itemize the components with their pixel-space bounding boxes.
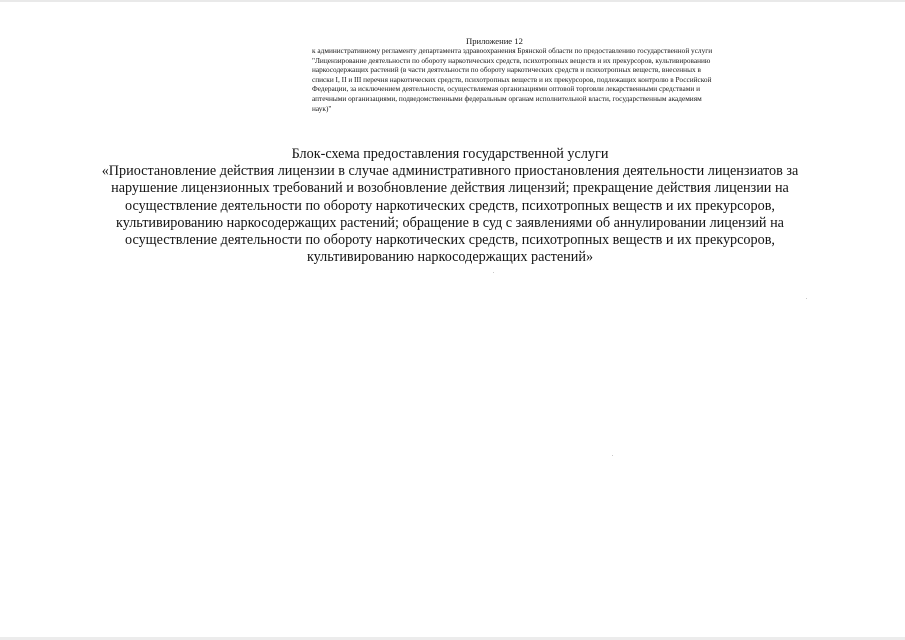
flowchart-heading <box>30 146 870 266</box>
appendix-line: наук)" <box>312 103 332 113</box>
heading-line: осуществление деятельности по обороту наркотических средств, психотропных веществ и их прекурсоров, <box>125 197 775 214</box>
scan-speck <box>612 455 613 456</box>
appendix-title: Приложение 12 <box>466 36 523 46</box>
appendix-line: к административному регламенту департамента здравоохранения Брянской области по предоставлению государственной услуги <box>312 46 713 55</box>
appendix-line: "Лицензирование деятельности по обороту наркотических средств, психотропных веществ и их прекурсоров, культивированию <box>312 55 711 65</box>
appendix-line: списки I, II и III перечня наркотических средств, психотропных веществ и их прекурсоров, подлежащих контролю в Российской <box>312 74 712 84</box>
appendix-body <box>312 46 852 113</box>
heading-line: «Приостановление действия лицензии в случае административного приостановления деятельности лицензиатов за <box>101 163 799 180</box>
scan-edge-top <box>0 0 905 2</box>
heading-line: культивированию наркосодержащих растений» <box>306 249 594 266</box>
heading-line: осуществление деятельности по обороту наркотических средств, психотропных веществ и их прекурсоров, <box>125 232 775 249</box>
heading-title: Блок-схема предоставления государственной услуги <box>291 146 609 162</box>
scan-speck <box>493 272 494 273</box>
appendix-line: аптечными организациями, подведомственными федеральным органам исполнительной власти, государственным академиям <box>312 93 702 103</box>
appendix-line: наркосодержащих растений (в части деятельности по обороту наркотических средств и психотропных веществ, внесенных в <box>312 65 701 75</box>
heading-line: культивированию наркосодержащих растений; обращение в суд с заявлениями об аннулировании лицензий на <box>116 214 784 231</box>
heading-line: нарушение лицензионных требований и возобновление действия лицензий; прекращение действия лицензии на <box>111 180 789 197</box>
appendix-line: Федерации, за исключением деятельности, осуществляемая организациями оптовой торговли лекарственными средствами и <box>312 84 700 94</box>
scan-speck <box>806 298 807 299</box>
